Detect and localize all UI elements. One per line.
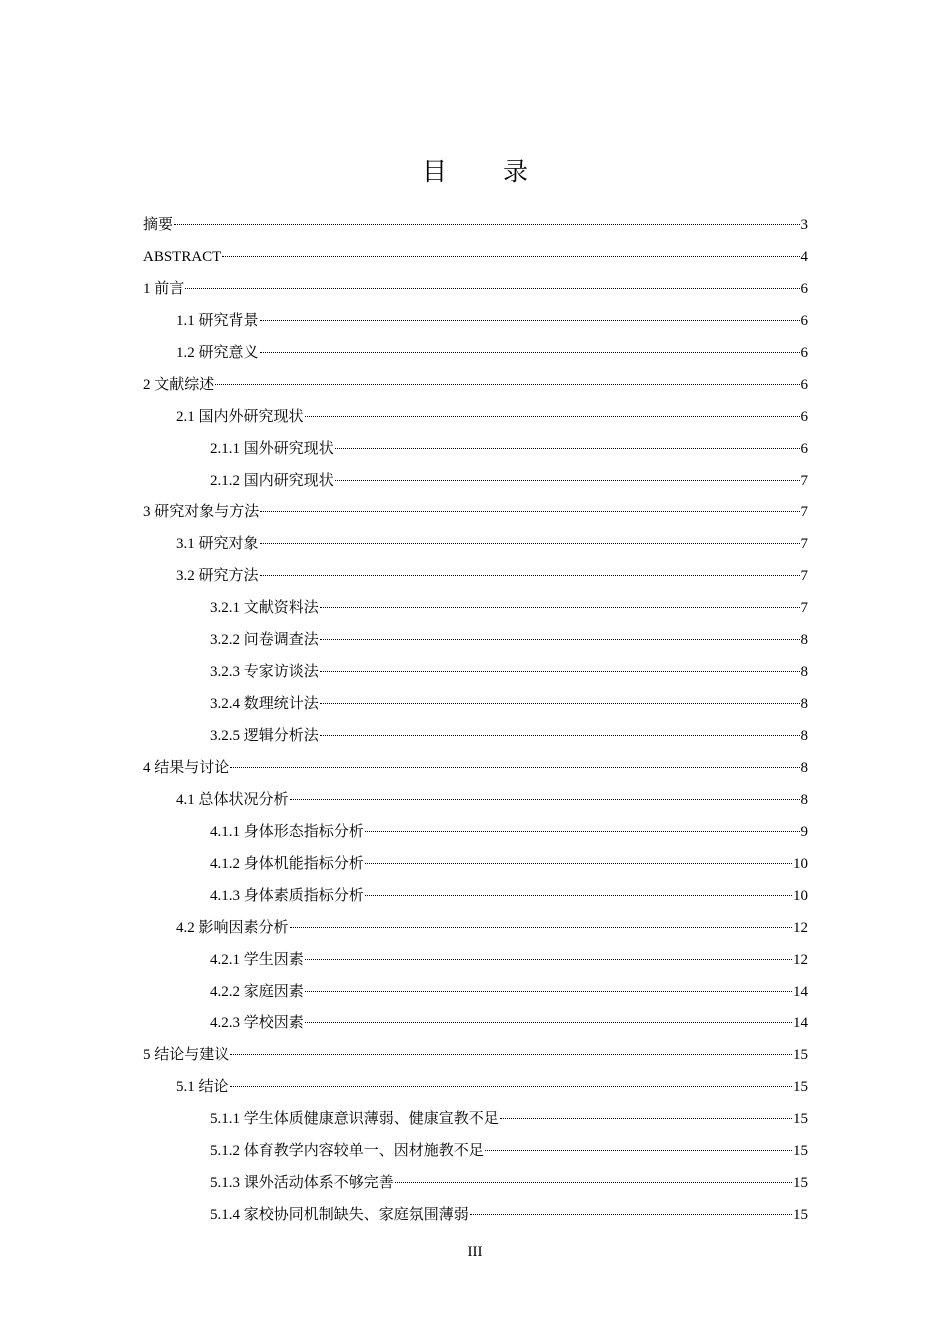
toc-entry-page: 12 — [793, 951, 808, 968]
toc-entry[interactable] — [143, 529, 808, 561]
toc-entry-label: 摘要 — [143, 217, 174, 233]
toc-entry[interactable] — [143, 1072, 808, 1104]
toc-leader-dots — [260, 320, 800, 321]
toc-entry-page: 7 — [800, 600, 808, 617]
toc-entry-page: 6 — [800, 440, 808, 457]
toc-entry-page: 8 — [800, 791, 808, 808]
toc-entry[interactable] — [143, 945, 808, 977]
toc-entry-page: 15 — [793, 1079, 808, 1096]
toc-entry-label: 3.2.5 逻辑分析法 — [210, 728, 319, 744]
toc-leader-dots — [290, 799, 800, 800]
page-title: 目 录 — [422, 157, 552, 186]
toc-entry[interactable] — [143, 242, 808, 274]
toc-entry-label: 2 文献综述 — [143, 376, 215, 393]
toc-entry[interactable] — [143, 561, 808, 593]
toc-entry-label: 5.1.3 课外活动体系不够完善 — [210, 1175, 394, 1192]
toc-entry-page: 6 — [800, 312, 808, 329]
toc-entry-label: 1 前言 — [143, 280, 185, 297]
toc-entry-page: 14 — [793, 983, 808, 1000]
toc-entry-page: 14 — [793, 1015, 808, 1032]
toc-entry[interactable] — [143, 625, 808, 657]
toc-entry-label: 3.2.4 数理统计法 — [210, 696, 319, 713]
toc-entry[interactable] — [143, 402, 808, 434]
toc-entry-page: 6 — [800, 376, 808, 393]
toc-entry[interactable] — [143, 849, 808, 881]
toc-entry[interactable] — [143, 881, 808, 913]
toc-entry-page: 10 — [793, 855, 808, 872]
toc-entry-page: 4 — [800, 248, 808, 265]
toc-leader-dots — [174, 224, 799, 225]
toc-entry[interactable] — [143, 466, 808, 498]
toc-leader-dots — [222, 256, 799, 257]
toc-entry[interactable] — [143, 977, 808, 1009]
toc-entry-page: 7 — [800, 504, 808, 521]
toc-entry-label: 3.2 研究方法 — [176, 568, 259, 585]
toc-entry[interactable] — [143, 785, 808, 817]
toc-leader-dots — [320, 639, 800, 640]
toc-entry-page: 8 — [800, 664, 808, 681]
toc-entry[interactable] — [143, 1104, 808, 1136]
toc-entry-page: 8 — [800, 696, 808, 713]
toc-leader-dots — [365, 831, 800, 832]
toc-leader-dots — [260, 575, 800, 576]
toc-entry[interactable] — [143, 338, 808, 370]
toc-entry-page: 10 — [793, 887, 808, 904]
toc-entry-page: 15 — [793, 1111, 808, 1128]
toc-leader-dots — [335, 480, 800, 481]
toc-leader-dots — [470, 1214, 792, 1215]
toc-entry-label: 2.1.2 国内研究现状 — [210, 472, 334, 489]
toc-leader-dots — [395, 1182, 792, 1183]
toc-entry-page: 15 — [793, 1175, 808, 1192]
toc-entry-label: 4.1.1 身体形态指标分析 — [210, 823, 364, 840]
toc-entry[interactable] — [143, 1040, 808, 1072]
page-number: III — [467, 1244, 483, 1260]
toc-entry[interactable] — [143, 1168, 808, 1200]
toc-leader-dots — [365, 863, 792, 864]
toc-entry-label: 2.1.1 国外研究现状 — [210, 440, 334, 457]
toc-entry-page: 7 — [800, 472, 808, 489]
toc-entry-page: 7 — [800, 568, 808, 585]
toc-entry[interactable] — [143, 434, 808, 466]
toc-entry-label: 5.1.4 家校协同机制缺失、家庭氛围薄弱 — [210, 1207, 469, 1224]
toc-entry[interactable] — [143, 1008, 808, 1040]
toc-entry-page: 6 — [800, 280, 808, 297]
toc-entry-label: 3 研究对象与方法 — [143, 504, 260, 521]
toc-entry[interactable] — [143, 657, 808, 689]
toc-entry-label: 1.1 研究背景 — [176, 312, 259, 329]
toc-entry-page: 8 — [800, 759, 808, 776]
toc-entry[interactable] — [143, 817, 808, 849]
toc-leader-dots — [365, 895, 792, 896]
toc-leader-dots — [230, 1054, 792, 1055]
toc-entry[interactable] — [143, 689, 808, 721]
toc-entry-label: 4.2 影响因素分析 — [176, 919, 289, 936]
toc-entry-label: 4.2.3 学校因素 — [210, 1015, 304, 1032]
toc-entry[interactable] — [143, 913, 808, 945]
toc-leader-dots — [305, 1022, 792, 1023]
toc-entry[interactable] — [143, 306, 808, 338]
toc-entry-label: 5.1 结论 — [176, 1079, 229, 1096]
toc-entry-page: 8 — [800, 632, 808, 649]
toc-entry-label: 4.1 总体状况分析 — [176, 791, 289, 808]
toc-leader-dots — [320, 671, 800, 672]
toc-entry-page: 9 — [800, 823, 808, 840]
toc-entry[interactable] — [143, 497, 808, 529]
toc-entry[interactable] — [143, 274, 808, 306]
toc-entry-label: 1.2 研究意义 — [176, 344, 259, 361]
toc-leader-dots — [215, 384, 799, 385]
toc-leader-dots — [185, 288, 799, 289]
table-of-contents — [143, 210, 808, 1232]
toc-entry-page: 6 — [800, 408, 808, 425]
toc-entry-page: 3 — [800, 217, 808, 233]
toc-entry-label: 4.1.3 身体素质指标分析 — [210, 887, 364, 904]
toc-entry-label: 3.2.1 文献资料法 — [210, 600, 319, 617]
toc-entry-label: 3.2.3 专家访谈法 — [210, 664, 319, 681]
toc-entry[interactable] — [143, 753, 808, 785]
toc-entry-page: 7 — [800, 536, 808, 553]
toc-leader-dots — [290, 927, 792, 928]
toc-leader-dots — [320, 703, 800, 704]
toc-leader-dots — [335, 448, 800, 449]
toc-entry-label: 4.2.1 学生因素 — [210, 951, 304, 968]
toc-entry-label: 5.1.2 体育教学内容较单一、因材施教不足 — [210, 1143, 484, 1160]
toc-leader-dots — [260, 511, 799, 512]
toc-entry-page: 6 — [800, 344, 808, 361]
toc-entry-label: 5 结论与建议 — [143, 1047, 230, 1064]
toc-leader-dots — [320, 607, 800, 608]
toc-entry-label: 2.1 国内外研究现状 — [176, 408, 304, 425]
toc-leader-dots — [305, 416, 800, 417]
toc-entry-label: 3.1 研究对象 — [176, 536, 259, 553]
toc-entry-page: 15 — [793, 1207, 808, 1224]
toc-entry[interactable] — [143, 721, 808, 753]
toc-entry[interactable] — [143, 370, 808, 402]
toc-entry[interactable] — [143, 1136, 808, 1168]
toc-entry[interactable] — [143, 1200, 808, 1232]
toc-entry-page: 15 — [793, 1047, 808, 1064]
toc-leader-dots — [260, 543, 800, 544]
toc-leader-dots — [230, 767, 799, 768]
toc-entry-label: 4 结果与讨论 — [143, 759, 230, 776]
toc-entry-label: 4.1.2 身体机能指标分析 — [210, 855, 364, 872]
toc-leader-dots — [230, 1086, 792, 1087]
toc-entry-label: 4.2.2 家庭因素 — [210, 983, 304, 1000]
toc-entry-label: ABSTRACT — [143, 248, 222, 265]
toc-leader-dots — [320, 735, 800, 736]
toc-entry-page: 15 — [793, 1143, 808, 1160]
toc-entry-label: 3.2.2 问卷调查法 — [210, 632, 319, 649]
toc-entry-label: 5.1.1 学生体质健康意识薄弱、健康宣教不足 — [210, 1111, 499, 1128]
toc-leader-dots — [485, 1150, 792, 1151]
toc-leader-dots — [305, 991, 792, 992]
toc-entry-page: 8 — [800, 728, 808, 744]
toc-entry[interactable] — [143, 210, 808, 242]
toc-leader-dots — [260, 352, 800, 353]
toc-entry[interactable] — [143, 593, 808, 625]
toc-leader-dots — [500, 1118, 792, 1119]
toc-entry-page: 12 — [793, 919, 808, 936]
toc-leader-dots — [305, 959, 792, 960]
